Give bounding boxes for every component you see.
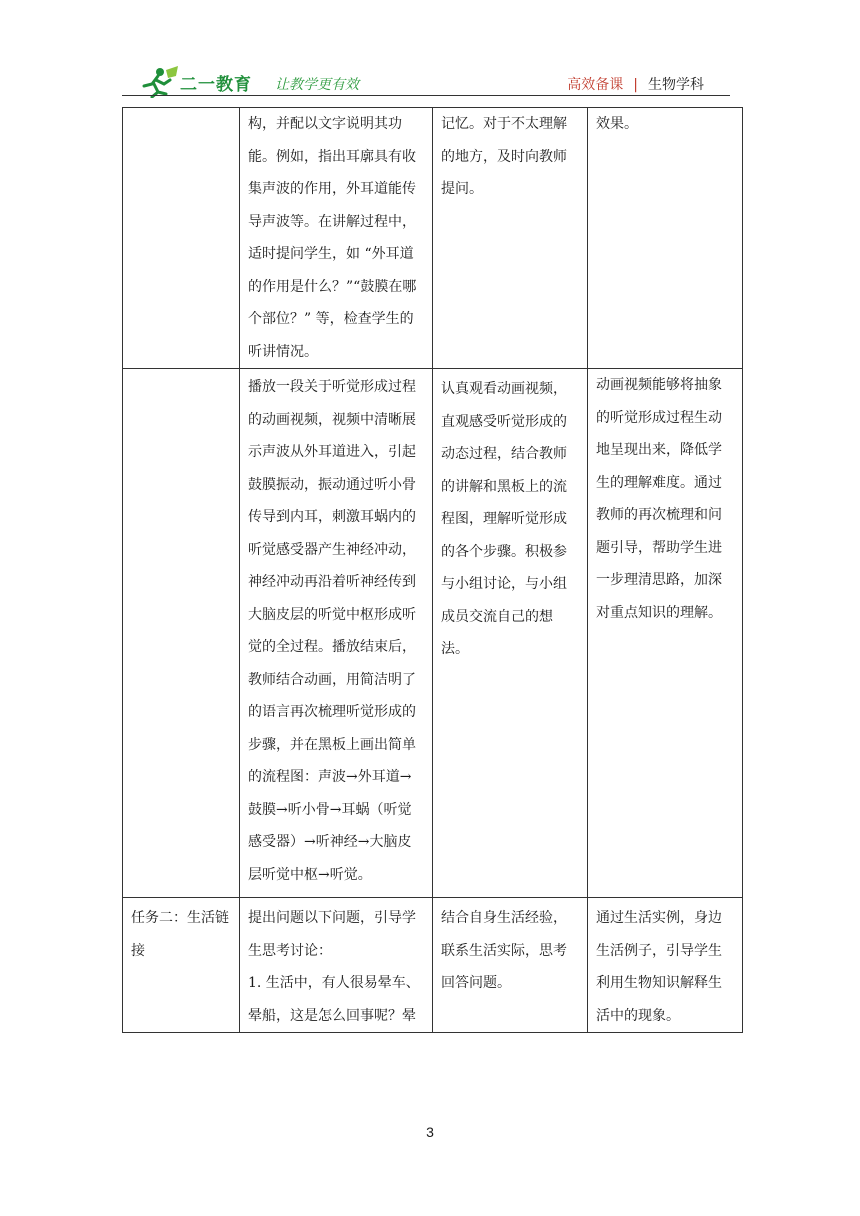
student-activity-text: 结合自身生活经验，联系生活实际，思考回答问题。 — [441, 910, 567, 991]
teacher-activity-text: 播放一段关于听觉形成过程的动画视频，视频中清晰展示声波从外耳道进入，引起鼓膜振动，振动通过听小骨传导到内耳，刺激耳蜗内的听觉感受器产生神经冲动，神经冲动再沿着听神经传到大脑皮层的听觉中枢形成听觉的全过程。播放结束后，教师结合动画，用简洁明了的语言再次梳理听觉形成的步骤，并在黑板上画出简单的流程图：声波→外耳道→鼓膜→听小骨→耳蜗（听觉感受器）→听神经→大脑皮层听觉中枢→听觉。 — [248, 379, 416, 883]
header-category: 高效备课 — [567, 77, 624, 93]
design-intent-cell — [588, 898, 743, 1033]
teacher-activity-cell — [240, 108, 433, 369]
design-intent-text: 通过生活实例，身边生活例子，引导学生利用生物知识解释生活中的现象。 — [596, 910, 722, 1024]
task-name: 任务二：生活链接 — [131, 910, 229, 959]
teacher-activity-text: 构，并配以文字说明其功能。例如，指出耳廓具有收集声波的作用，外耳道能传导声波等。在讲解过程中，适时提问学生，如 “外耳道的作用是什么？”“鼓膜在哪个部位？” 等，检查学生的听讲情况。 — [248, 116, 417, 360]
page-header — [122, 64, 730, 98]
teacher-activity-line: 1. 生活中，有人很易晕车、晕船，这是怎么回事呢？晕 — [248, 975, 420, 1024]
teacher-activity-cell — [240, 898, 433, 1033]
table-row — [123, 108, 743, 369]
task-cell — [123, 108, 240, 369]
header-divider — [122, 95, 730, 96]
logo-text: 二一教育 — [180, 75, 252, 95]
table-row — [123, 369, 743, 898]
teacher-activity-line: 提出问题以下问题，引导学生思考讨论： — [248, 910, 416, 959]
design-intent-cell — [588, 369, 743, 898]
design-intent-cell — [588, 108, 743, 369]
running-man-logo-icon — [140, 66, 184, 98]
design-intent-text: 动画视频能够将抽象的听觉形成过程生动地呈现出来，降低学生的理解难度。通过教师的再次梳理和问题引导，帮助学生进一步理清思路，加深对重点知识的理解。 — [596, 377, 722, 621]
header-separator: | — [633, 77, 638, 93]
teacher-activity-cell — [240, 369, 433, 898]
student-activity-text: 记忆。对于不太理解的地方，及时向教师提问。 — [441, 116, 567, 197]
design-intent-text: 效果。 — [596, 116, 638, 132]
student-activity-cell — [433, 898, 588, 1033]
header-subject: 生物学科 — [648, 77, 704, 93]
student-activity-cell — [433, 108, 588, 369]
student-activity-text: 认真观看动画视频，直观感受听觉形成的动态过程，结合教师的讲解和黑板上的流程图，理解听觉形成的各个步骤。积极参与小组讨论，与小组成员交流自己的想法。 — [441, 381, 567, 657]
page-number: 3 — [426, 1124, 434, 1140]
task-cell — [123, 369, 240, 898]
table-row — [123, 898, 743, 1033]
task-cell — [123, 898, 240, 1033]
student-activity-cell — [433, 369, 588, 898]
logo — [140, 66, 370, 98]
slogan: 让教学更有效 — [275, 77, 359, 93]
header-right — [567, 74, 704, 94]
lesson-table — [122, 107, 743, 1033]
